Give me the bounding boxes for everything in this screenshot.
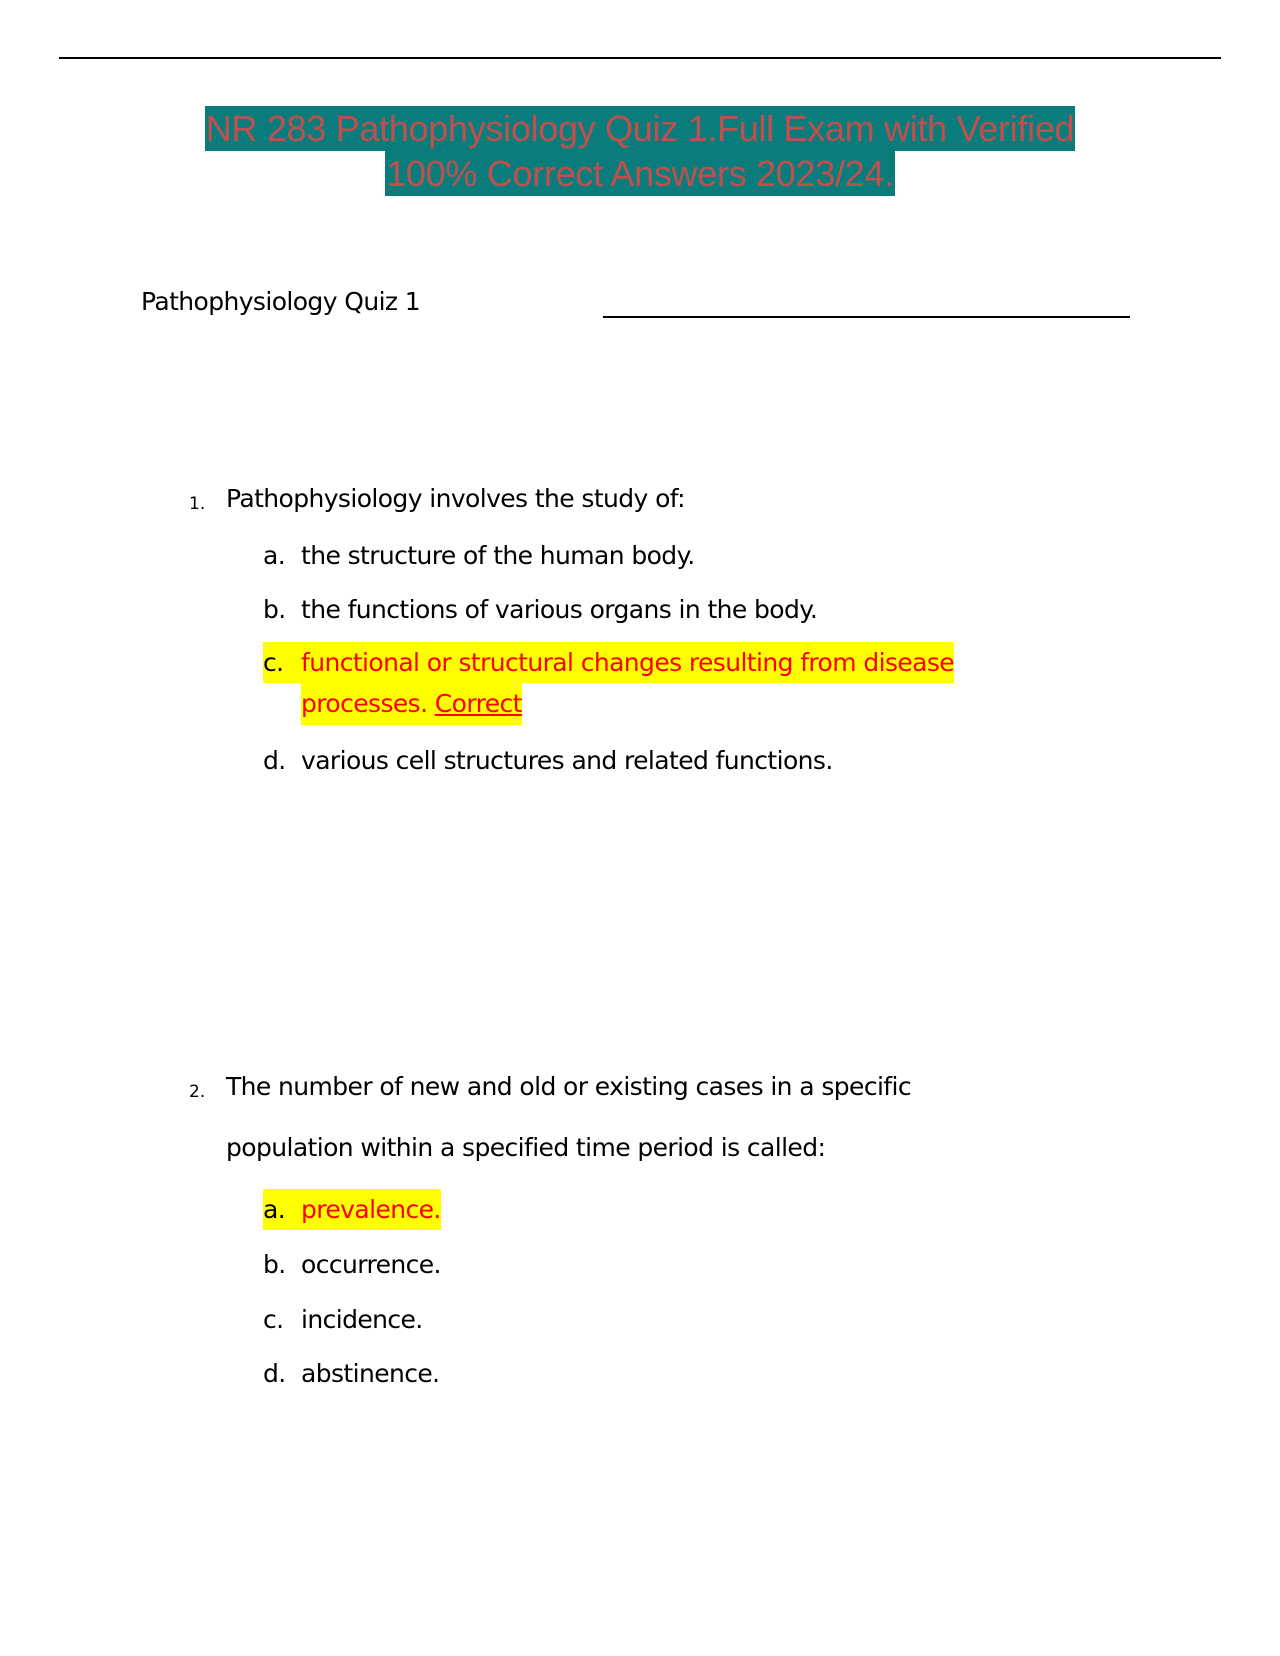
option-1b[interactable] <box>263 589 817 630</box>
option-text: prevalence. <box>301 1195 441 1224</box>
question-text: Pathophysiology involves the study of: <box>226 484 685 513</box>
header-rule <box>59 57 1221 59</box>
option-2b[interactable] <box>263 1244 441 1285</box>
question-text-line-1: The number of new and old or existing cases in a specific <box>226 1072 912 1101</box>
title-text-1: NR 283 Pathophysiology Quiz 1.Full Exam with Verified <box>205 108 1075 149</box>
option-letter: b. <box>263 595 286 624</box>
option-2c[interactable] <box>263 1299 423 1340</box>
option-1c-continuation <box>301 683 522 725</box>
option-2d[interactable] <box>263 1353 440 1394</box>
title-line-2 <box>0 151 1280 196</box>
correct-tag: Correct <box>434 689 522 718</box>
question-number: 2. <box>189 1082 206 1102</box>
option-letter: a. <box>263 541 286 570</box>
question-text-line-2: population within a specified time period is called: <box>226 1133 826 1162</box>
option-letter: c. <box>263 648 284 677</box>
question-number: 1. <box>189 494 206 514</box>
option-text: occurrence. <box>301 1250 441 1279</box>
option-letter: c. <box>263 1305 284 1334</box>
option-letter: a. <box>263 1195 286 1224</box>
name-blank-line <box>603 316 1130 318</box>
option-text: incidence. <box>301 1305 423 1334</box>
option-text: the structure of the human body. <box>301 541 695 570</box>
option-1c-correct[interactable] <box>263 642 954 683</box>
option-text: functional or structural changes resulting from disease <box>301 648 955 677</box>
title-line-1 <box>0 106 1280 151</box>
option-letter: d. <box>263 746 286 775</box>
option-letter: b. <box>263 1250 286 1279</box>
option-text: abstinence. <box>301 1359 440 1388</box>
option-1a[interactable] <box>263 535 695 576</box>
option-text: the functions of various organs in the body. <box>301 595 818 624</box>
option-1d[interactable] <box>263 740 833 781</box>
option-2a-correct[interactable] <box>263 1189 441 1230</box>
quiz-label: Pathophysiology Quiz 1 <box>141 287 421 316</box>
option-text-continued: processes. <box>301 689 428 718</box>
title-text-2: 100% Correct Answers 2023/24. <box>386 153 894 194</box>
option-letter: d. <box>263 1359 286 1388</box>
option-text: various cell structures and related functions. <box>301 746 833 775</box>
